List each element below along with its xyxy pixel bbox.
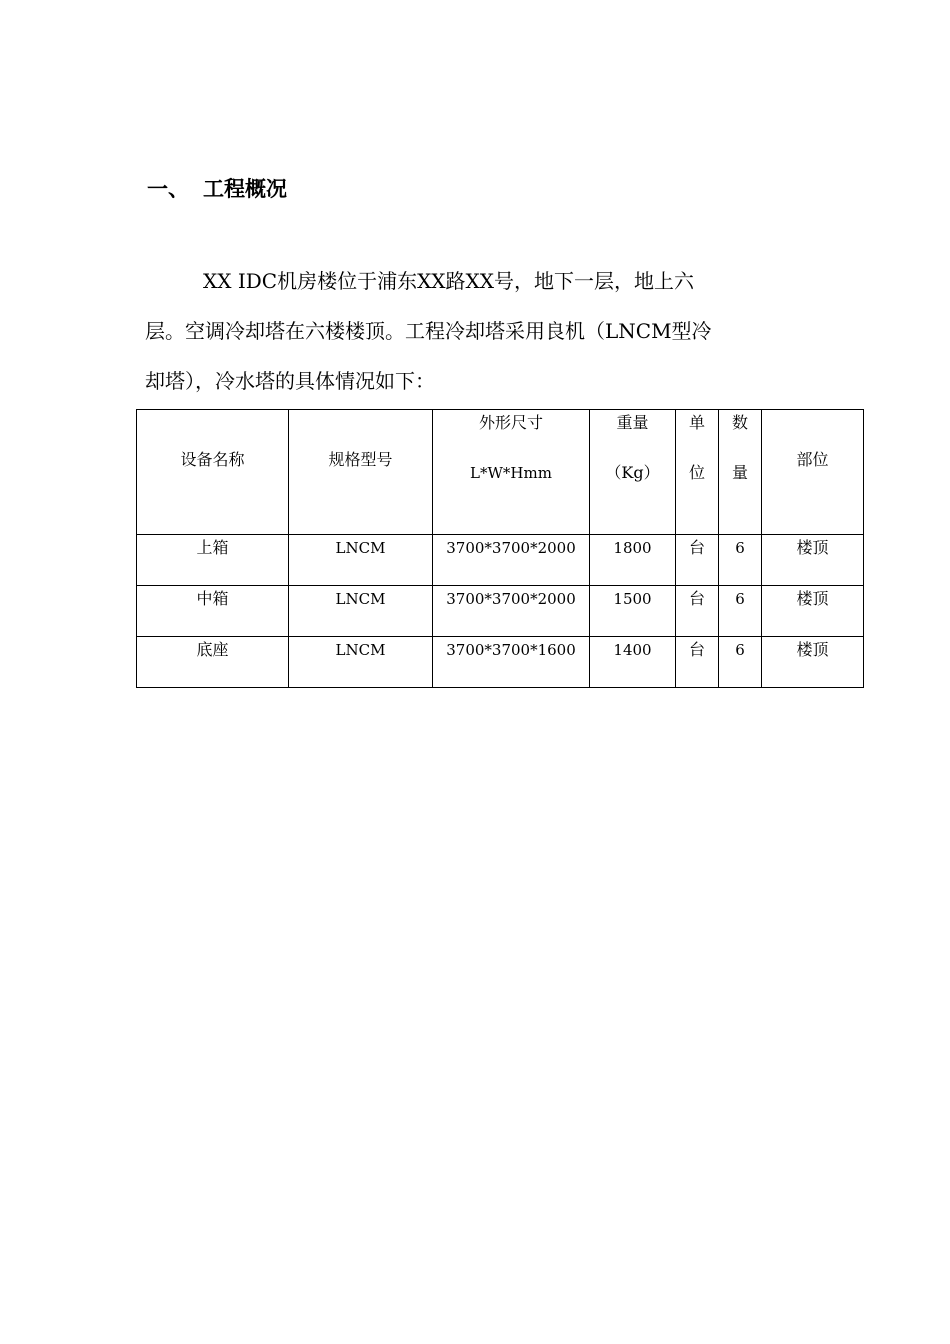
cell-size: 3700*3700*2000 xyxy=(433,586,590,637)
header-quantity xyxy=(719,410,762,535)
header-quantity-char2: 量 xyxy=(731,463,748,482)
cell-unit: 台 xyxy=(676,586,719,637)
header-quantity-char1: 数 xyxy=(731,413,748,432)
cell-qty: 6 xyxy=(719,637,762,688)
header-unit-char1: 单 xyxy=(688,413,705,432)
header-spec-model: 规格型号 xyxy=(289,410,433,535)
paragraph-line: 却塔），冷水塔的具体情况如下： xyxy=(145,369,435,393)
table-row xyxy=(137,637,864,688)
header-weight-unit: （Kg） xyxy=(605,463,660,482)
intro-paragraph xyxy=(145,256,805,406)
cell-unit: 台 xyxy=(676,637,719,688)
cell-size: 3700*3700*2000 xyxy=(433,535,590,586)
cell-name: 底座 xyxy=(137,637,289,688)
cell-weight: 1800 xyxy=(590,535,676,586)
cell-spec: LNCM xyxy=(289,535,433,586)
cell-weight: 1500 xyxy=(590,586,676,637)
table-header-row xyxy=(137,410,864,535)
section-heading xyxy=(147,172,287,206)
header-unit-char2: 位 xyxy=(688,463,705,482)
cell-name: 上箱 xyxy=(137,535,289,586)
cell-qty: 6 xyxy=(719,535,762,586)
header-equipment-name: 设备名称 xyxy=(137,410,289,535)
paragraph-line: 层。空调冷却塔在六楼楼顶。工程冷却塔采用良机（LNCM型冷 xyxy=(145,319,712,343)
cell-location: 楼顶 xyxy=(762,586,864,637)
cell-qty: 6 xyxy=(719,586,762,637)
cell-unit: 台 xyxy=(676,535,719,586)
header-dimensions-unit: L*W*Hmm xyxy=(470,464,552,482)
cell-size: 3700*3700*1600 xyxy=(433,637,590,688)
cell-weight: 1400 xyxy=(590,637,676,688)
cell-location: 楼顶 xyxy=(762,535,864,586)
header-unit xyxy=(676,410,719,535)
header-location: 部位 xyxy=(762,410,864,535)
table-row xyxy=(137,535,864,586)
cell-location: 楼顶 xyxy=(762,637,864,688)
table-row xyxy=(137,586,864,637)
header-weight-label: 重量 xyxy=(616,413,649,432)
header-dimensions xyxy=(433,410,590,535)
cell-name: 中箱 xyxy=(137,586,289,637)
cell-spec: LNCM xyxy=(289,586,433,637)
cell-spec: LNCM xyxy=(289,637,433,688)
paragraph-line: XX IDC机房楼位于浦东XX路XX号，地下一层，地上六 xyxy=(203,269,695,293)
header-dimensions-label: 外形尺寸 xyxy=(478,413,543,432)
section-number: 一、 xyxy=(147,177,189,201)
section-title: 工程概况 xyxy=(203,177,287,201)
cooling-tower-table xyxy=(136,409,864,688)
header-weight xyxy=(590,410,676,535)
